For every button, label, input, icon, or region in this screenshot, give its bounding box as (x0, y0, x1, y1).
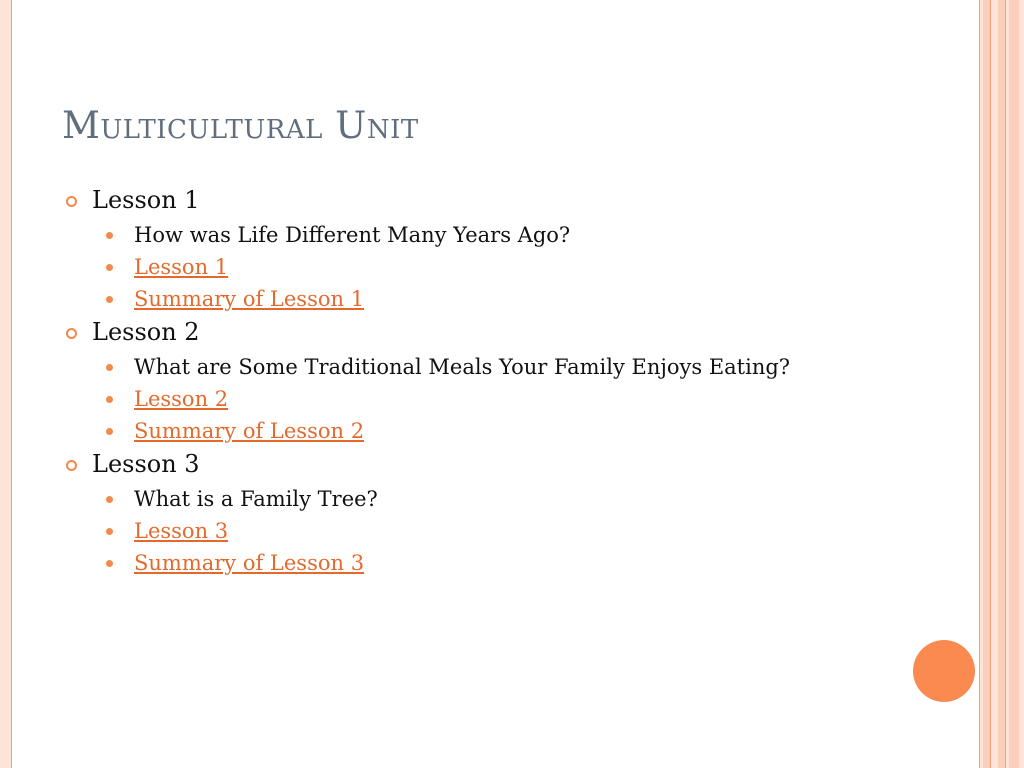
dot-bullet-icon (106, 496, 113, 503)
section-heading (62, 448, 942, 480)
list-item (62, 550, 942, 576)
section-heading (62, 184, 942, 216)
dot-bullet-icon (106, 232, 113, 239)
ring-bullet-icon (66, 328, 77, 339)
dot-bullet-icon (106, 396, 113, 403)
section-heading (62, 316, 942, 348)
list-item (62, 386, 942, 412)
lesson-link[interactable]: Lesson 3 (134, 519, 229, 543)
list-item (62, 254, 942, 280)
dot-bullet-icon (106, 528, 113, 535)
list-item (62, 354, 942, 380)
list-item (62, 286, 942, 312)
section-heading-text: Lesson 1 (92, 186, 200, 214)
list-item (62, 222, 942, 248)
summary-link[interactable]: Summary of Lesson 2 (134, 419, 365, 443)
right-border-decoration (979, 0, 1024, 768)
decorative-circle (913, 640, 975, 702)
list-item (62, 486, 942, 512)
lesson-link[interactable]: Lesson 1 (134, 255, 229, 279)
left-border-decoration (0, 0, 12, 768)
section-heading-text: Lesson 3 (92, 450, 200, 478)
lesson-link[interactable]: Lesson 2 (134, 387, 229, 411)
section-heading-text: Lesson 2 (92, 318, 200, 346)
dot-bullet-icon (106, 364, 113, 371)
dot-bullet-icon (106, 296, 113, 303)
summary-link[interactable]: Summary of Lesson 1 (134, 287, 365, 311)
slide-content (62, 180, 942, 576)
dot-bullet-icon (106, 560, 113, 567)
question-text: What is a Family Tree? (134, 487, 378, 511)
slide-title: Multicultural Unit (62, 104, 419, 147)
list-item (62, 518, 942, 544)
question-text: What are Some Traditional Meals Your Family Enjoys Eating? (134, 355, 791, 379)
ring-bullet-icon (66, 460, 77, 471)
dot-bullet-icon (106, 264, 113, 271)
ring-bullet-icon (66, 196, 77, 207)
summary-link[interactable]: Summary of Lesson 3 (134, 551, 365, 575)
dot-bullet-icon (106, 428, 113, 435)
question-text: How was Life Different Many Years Ago? (134, 223, 571, 247)
list-item (62, 418, 942, 444)
